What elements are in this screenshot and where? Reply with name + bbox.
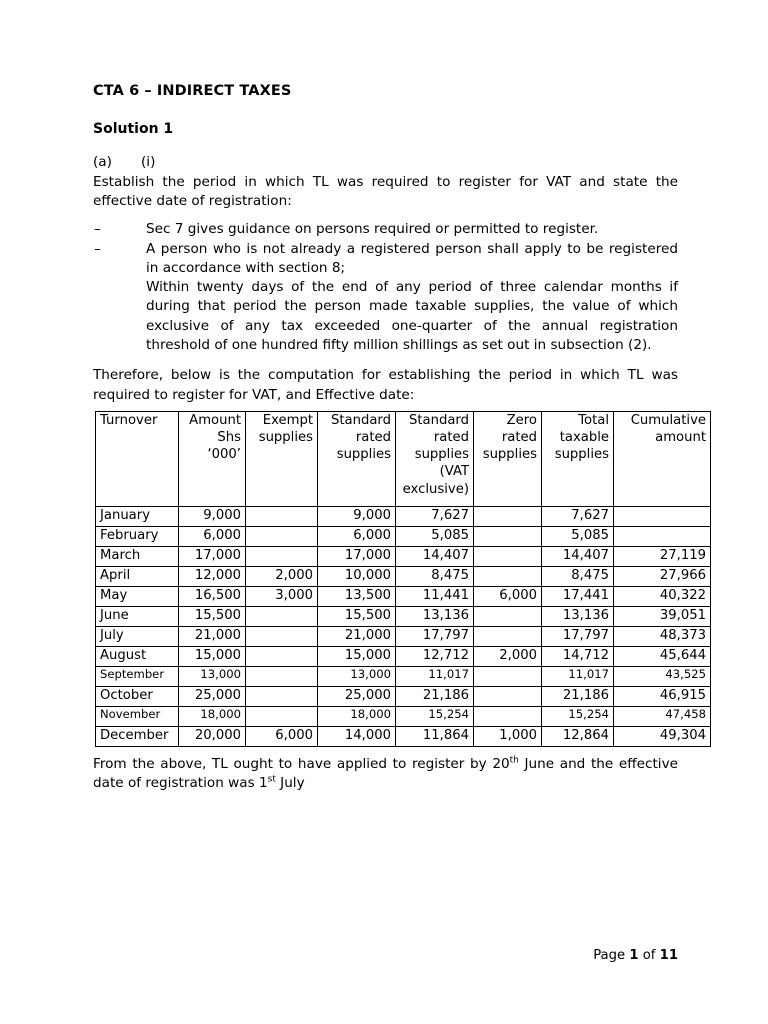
table-header-row [96,411,711,506]
list-item-text: Sec 7 gives guidance on persons required or permitted to register. [146,221,599,238]
document-body [93,83,706,807]
cell-standard-rated: 6,000 [318,526,396,546]
cell-standard-rated: 10,000 [318,566,396,586]
cell-month: August [96,646,179,666]
table-row [96,686,711,706]
cell-zero-rated [474,606,542,626]
cell-cumulative: 48,373 [614,626,711,646]
cell-standard-rated-vat: 8,475 [396,566,474,586]
cell-standard-rated-vat: 11,864 [396,726,474,746]
cell-total-taxable: 21,186 [542,686,614,706]
cell-exempt [246,626,318,646]
cell-cumulative: 46,915 [614,686,711,706]
cell-standard-rated-vat: 17,797 [396,626,474,646]
cell-month: May [96,586,179,606]
column-header-amount: Amount Shs ‘000’ [179,411,246,506]
cell-standard-rated-vat: 15,254 [396,706,474,726]
cell-cumulative: 39,051 [614,606,711,626]
conclusion-middle: June and the effective date of registration was 1 [93,755,678,792]
cell-amount: 15,000 [179,646,246,666]
cell-month: January [96,506,179,526]
cell-standard-rated: 9,000 [318,506,396,526]
cell-month: March [96,546,179,566]
conclusion-suffix: July [275,775,305,792]
cell-total-taxable: 7,627 [542,506,614,526]
dash-bullet-icon: – [94,240,101,257]
cell-amount: 20,000 [179,726,246,746]
cell-standard-rated: 13,500 [318,586,396,606]
cell-cumulative: 47,458 [614,706,711,726]
solution-heading: Solution 1 [93,120,174,137]
cell-month: February [96,526,179,546]
cell-total-taxable: 15,254 [542,706,614,726]
cell-amount: 16,500 [179,586,246,606]
cell-exempt [246,506,318,526]
cell-standard-rated-vat: 5,085 [396,526,474,546]
footer-of-word: of [642,948,656,963]
cell-zero-rated: 1,000 [474,726,542,746]
conclusion-ordinal-st: st [267,774,276,785]
column-header-turnover: Turnover [96,411,179,506]
cell-month: December [96,726,179,746]
cell-total-taxable: 12,864 [542,726,614,746]
table-row [96,546,711,566]
cell-total-taxable: 11,017 [542,666,614,686]
cell-month: June [96,606,179,626]
cell-exempt [246,666,318,686]
cell-exempt [246,606,318,626]
cell-amount: 9,000 [179,506,246,526]
page-footer [93,948,678,963]
cell-cumulative [614,526,711,546]
table-row [96,526,711,546]
cell-zero-rated: 6,000 [474,586,542,606]
cell-standard-rated-vat: 14,407 [396,546,474,566]
list-item-primary-text: A person who is not already a registered person shall apply to be registered in accordance with section 8; [146,240,678,276]
cell-amount: 6,000 [179,526,246,546]
cell-standard-rated-vat: 21,186 [396,686,474,706]
column-header-zero-rated: Zero rated supplies [474,411,542,506]
conclusion-paragraph [93,755,678,794]
cell-cumulative: 43,525 [614,666,711,686]
cell-total-taxable: 17,797 [542,626,614,646]
cell-zero-rated [474,666,542,686]
cell-amount: 15,500 [179,606,246,626]
cell-standard-rated-vat: 12,712 [396,646,474,666]
cell-standard-rated-vat: 11,441 [396,586,474,606]
cell-zero-rated [474,626,542,646]
table-row [96,726,711,746]
table-row [96,646,711,666]
vat-computation-table [95,411,711,747]
cell-month: September [96,666,179,686]
footer-page-number: 1 [629,948,639,963]
table-row [96,586,711,606]
column-header-standard-rated-vat: Standard rated supplies (VAT exclusive) [396,411,474,506]
conclusion-prefix: From the above, TL ought to have applied to register by 20 [93,755,510,772]
cell-exempt [246,526,318,546]
cell-amount: 18,000 [179,706,246,726]
cell-amount: 12,000 [179,566,246,586]
cell-standard-rated-vat: 11,017 [396,666,474,686]
cell-standard-rated-vat: 7,627 [396,506,474,526]
page-title: CTA 6 – INDIRECT TAXES [93,83,292,99]
cell-standard-rated: 25,000 [318,686,396,706]
cell-exempt [246,646,318,666]
footer-page-word: Page [593,948,626,963]
sub-part-label: (i) [141,154,156,171]
table-row [96,626,711,646]
cell-cumulative: 27,119 [614,546,711,566]
table-body [96,506,711,746]
column-header-exempt-supplies: Exempt supplies [246,411,318,506]
table-row [96,606,711,626]
cell-amount: 17,000 [179,546,246,566]
table-row [96,506,711,526]
list-item-continuation-text: Within twenty days of the end of any period of three calendar months if during that period the person made taxable supplies, the value of which exclusive of any tax exceeded one-quarter of the annual registration threshold of one hundred fifty million shillings as set out in subsection (2). [146,279,678,354]
cell-month: July [96,626,179,646]
cell-total-taxable: 5,085 [542,526,614,546]
column-header-cumulative: Cumulative amount [614,411,711,506]
cell-month: April [96,566,179,586]
list-item [93,240,678,356]
column-header-total-taxable: Total taxable supplies [542,411,614,506]
table-intro-paragraph: Therefore, below is the computation for establishing the period in which TL was required to register for VAT, and Effective date: [93,367,678,403]
footer-total-pages: 11 [659,948,678,963]
cell-zero-rated: 2,000 [474,646,542,666]
list-item-text [146,240,678,356]
cell-zero-rated [474,566,542,586]
cell-cumulative: 40,322 [614,586,711,606]
part-label-line [93,153,678,171]
cell-standard-rated: 17,000 [318,546,396,566]
cell-exempt [246,706,318,726]
cell-standard-rated: 15,500 [318,606,396,626]
cell-cumulative: 45,644 [614,646,711,666]
cell-total-taxable: 14,712 [542,646,614,666]
cell-zero-rated [474,506,542,526]
cell-exempt: 6,000 [246,726,318,746]
cell-zero-rated [474,686,542,706]
part-label: (a) [93,154,112,171]
cell-amount: 21,000 [179,626,246,646]
cell-exempt: 2,000 [246,566,318,586]
cell-total-taxable: 14,407 [542,546,614,566]
cell-standard-rated: 13,000 [318,666,396,686]
cell-cumulative: 49,304 [614,726,711,746]
cell-cumulative [614,506,711,526]
cell-exempt [246,546,318,566]
dash-bullet-icon: – [94,221,101,238]
cell-standard-rated: 14,000 [318,726,396,746]
intro-paragraph: Establish the period in which TL was required to register for VAT and state the effective date of registration: [93,173,678,209]
cell-standard-rated-vat: 13,136 [396,606,474,626]
cell-amount: 25,000 [179,686,246,706]
cell-total-taxable: 8,475 [542,566,614,586]
cell-zero-rated [474,706,542,726]
cell-standard-rated: 15,000 [318,646,396,666]
cell-total-taxable: 13,136 [542,606,614,626]
cell-exempt [246,686,318,706]
cell-standard-rated: 21,000 [318,626,396,646]
bullet-list [93,220,678,355]
table-row [96,566,711,586]
cell-month: November [96,706,179,726]
table-row [96,666,711,686]
cell-exempt: 3,000 [246,586,318,606]
conclusion-ordinal-th: th [509,755,519,766]
cell-zero-rated [474,526,542,546]
list-item [93,220,678,239]
cell-total-taxable: 17,441 [542,586,614,606]
cell-standard-rated: 18,000 [318,706,396,726]
table-row [96,706,711,726]
cell-month: October [96,686,179,706]
column-header-standard-rated: Standard rated supplies [318,411,396,506]
cell-cumulative: 27,966 [614,566,711,586]
cell-amount: 13,000 [179,666,246,686]
cell-zero-rated [474,546,542,566]
